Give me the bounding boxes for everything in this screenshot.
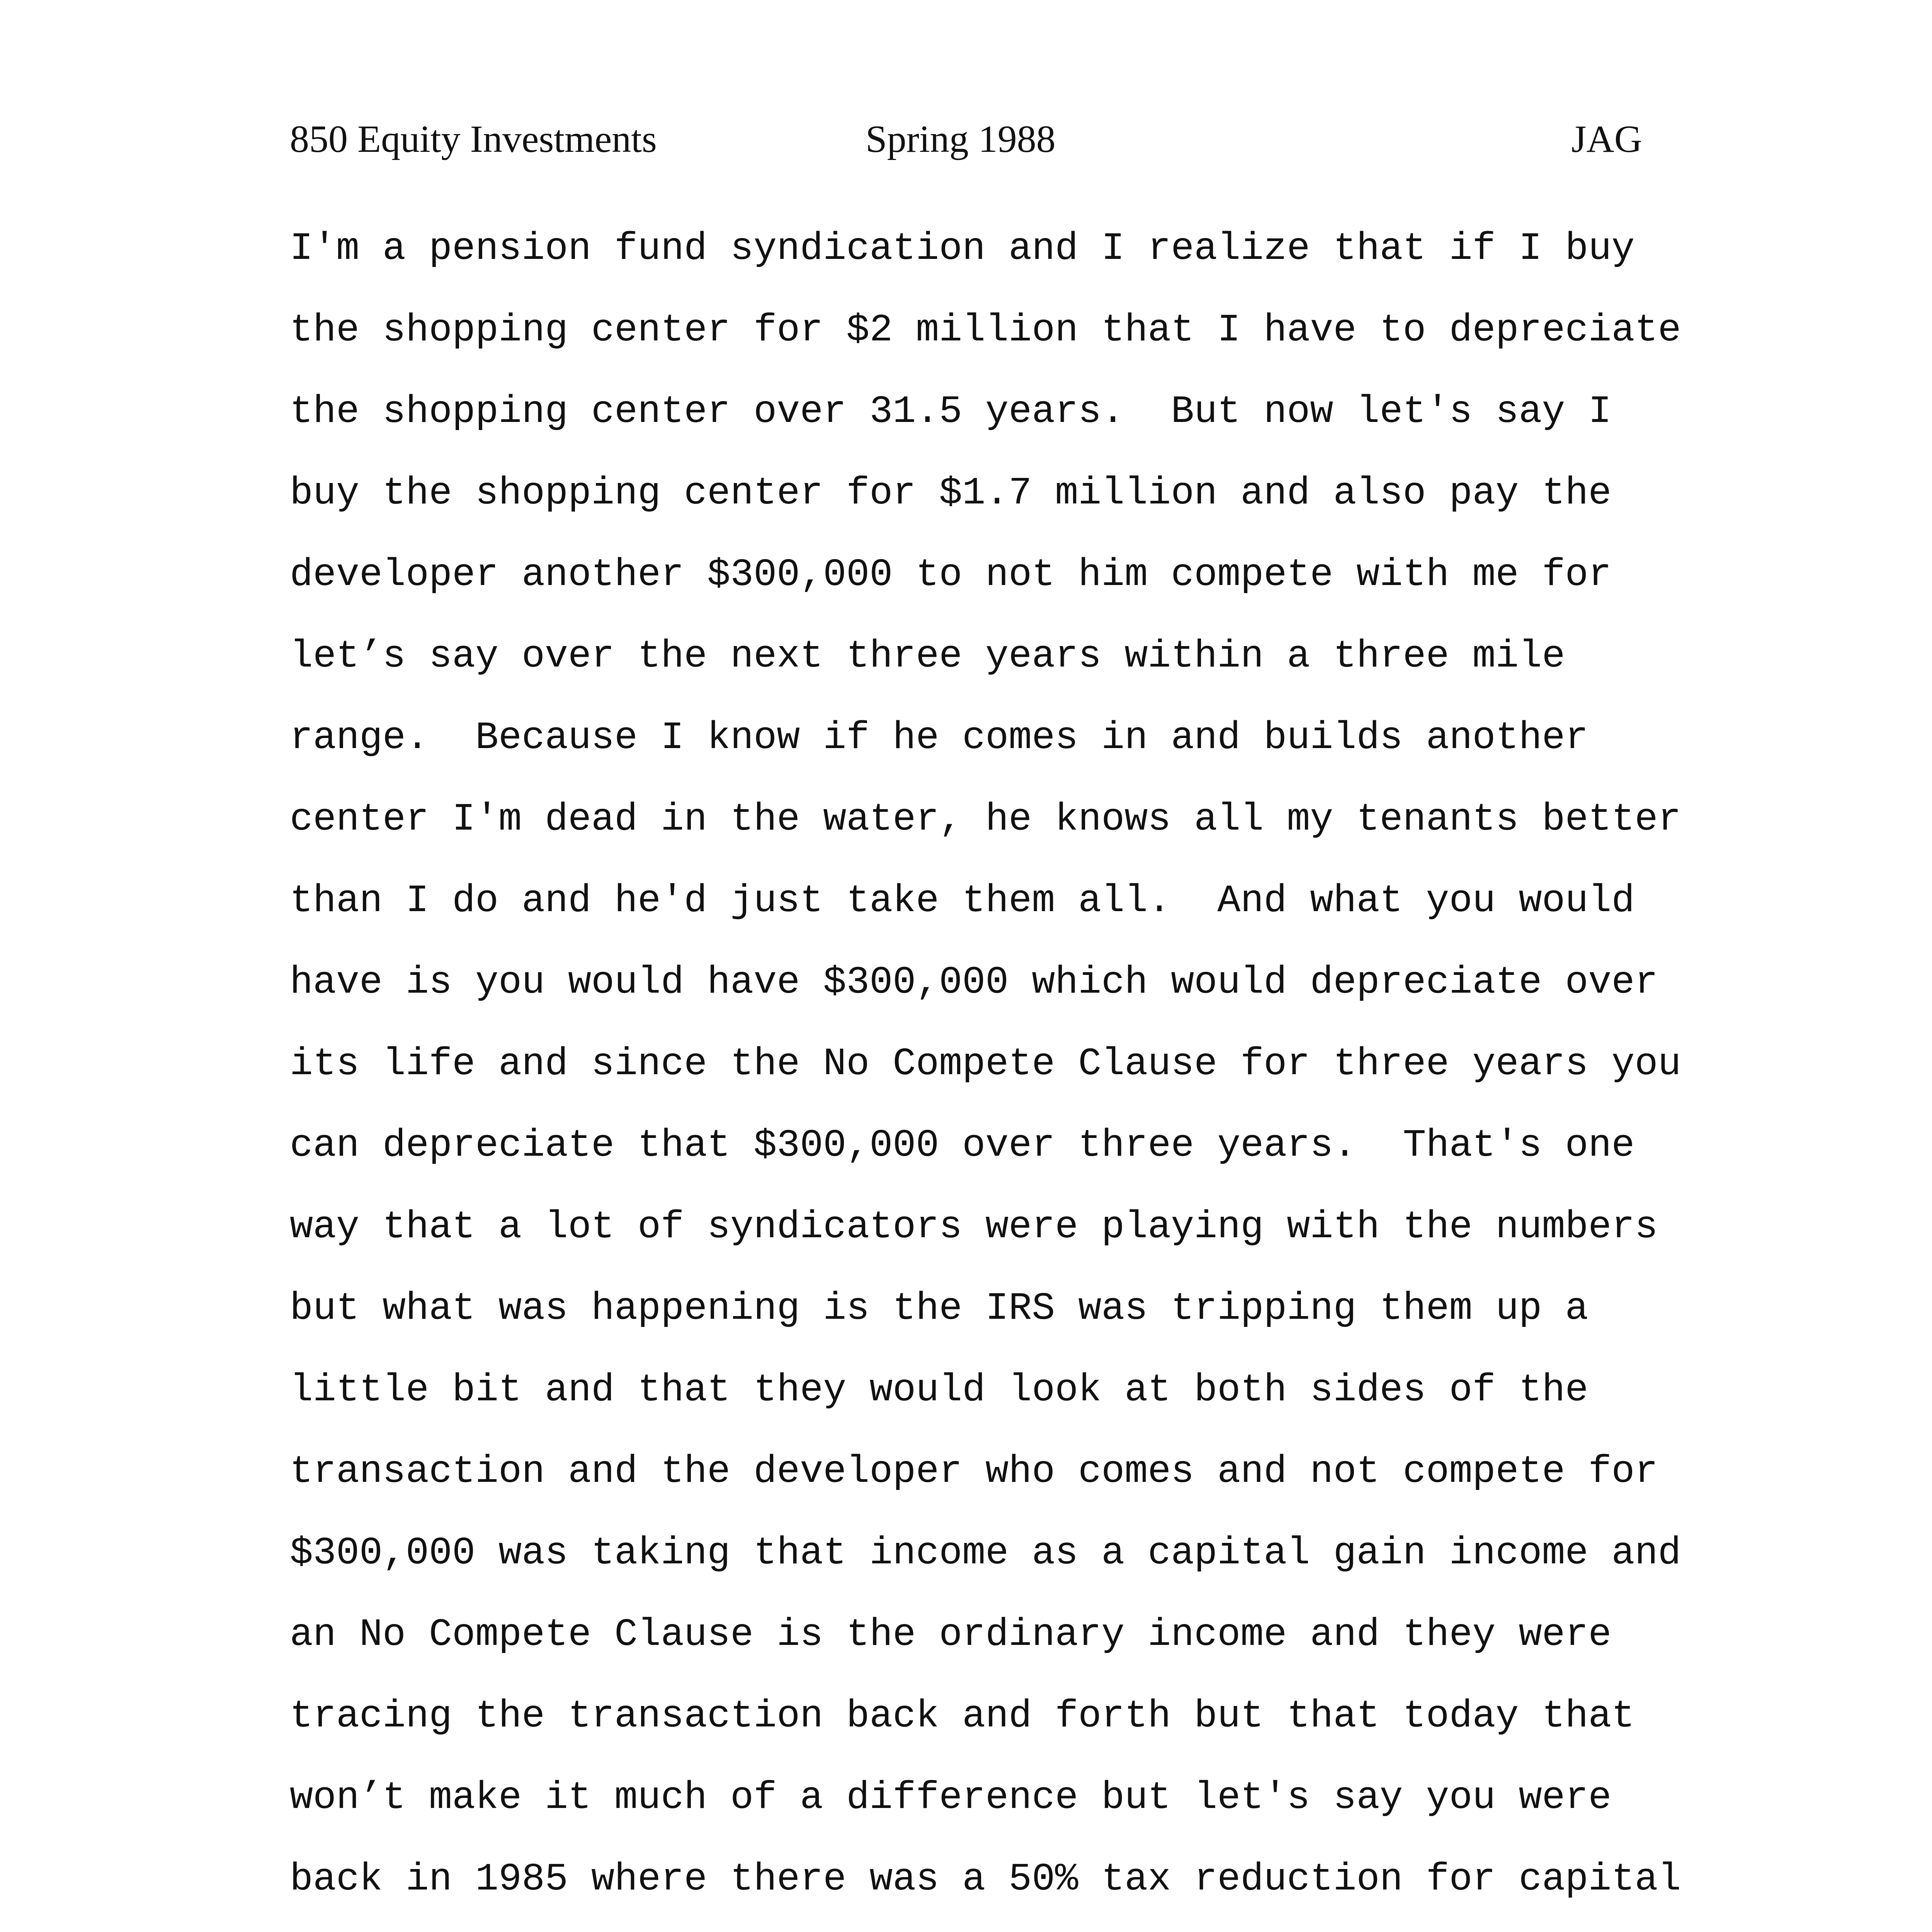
text-line: won’t make it much of a difference but let's say you were [290, 1776, 1612, 1820]
text-line: center I'm dead in the water, he knows all my tenants better [290, 798, 1681, 842]
text-line: an No Compete Clause is the ordinary income and they were [290, 1613, 1612, 1657]
text-line: back in 1985 where there was a 50% tax reduction for capital [290, 1858, 1681, 1901]
header-term: Spring 1988 [866, 117, 1056, 160]
text-line: little bit and that they would look at both sides of the [290, 1369, 1588, 1412]
page-header [290, 112, 1650, 166]
text-line: the shopping center for $2 million that I have to depreciate [290, 309, 1681, 352]
text-line: than I do and he'd just take them all. And what you would [290, 879, 1635, 923]
text-line: developer another $300,000 to not him compete with me for [290, 553, 1612, 597]
text-line: the shopping center over 31.5 years. But now let's say I [290, 390, 1612, 434]
text-line: range. Because I know if he comes in and builds another [290, 716, 1588, 760]
header-initials: JAG [1571, 117, 1642, 160]
header-course-title: 850 Equity Investments [290, 117, 657, 160]
transcript-body [290, 218, 1700, 1932]
text-line: can depreciate that $300,000 over three years. That's one [290, 1124, 1635, 1168]
text-line: way that a lot of syndicators were playing with the numbers [290, 1206, 1658, 1249]
text-line: buy the shopping center for $1.7 million and also pay the [290, 472, 1612, 515]
text-line: its life and since the No Compete Clause for three years you [290, 1043, 1681, 1086]
text-line: I'm a pension fund syndication and I realize that if I buy [290, 227, 1635, 271]
text-line: let’s say over the next three years within a three mile [290, 635, 1565, 679]
text-line: tracing the transaction back and forth but that today that [290, 1695, 1635, 1738]
text-line: but what was happening is the IRS was tripping them up a [290, 1287, 1588, 1331]
text-line: $300,000 was taking that income as a capital gain income and [290, 1532, 1681, 1575]
text-line: have is you would have $300,000 which would depreciate over [290, 961, 1658, 1005]
text-line: transaction and the developer who comes and not compete for [290, 1450, 1658, 1494]
text-line [290, 1930, 1700, 1932]
